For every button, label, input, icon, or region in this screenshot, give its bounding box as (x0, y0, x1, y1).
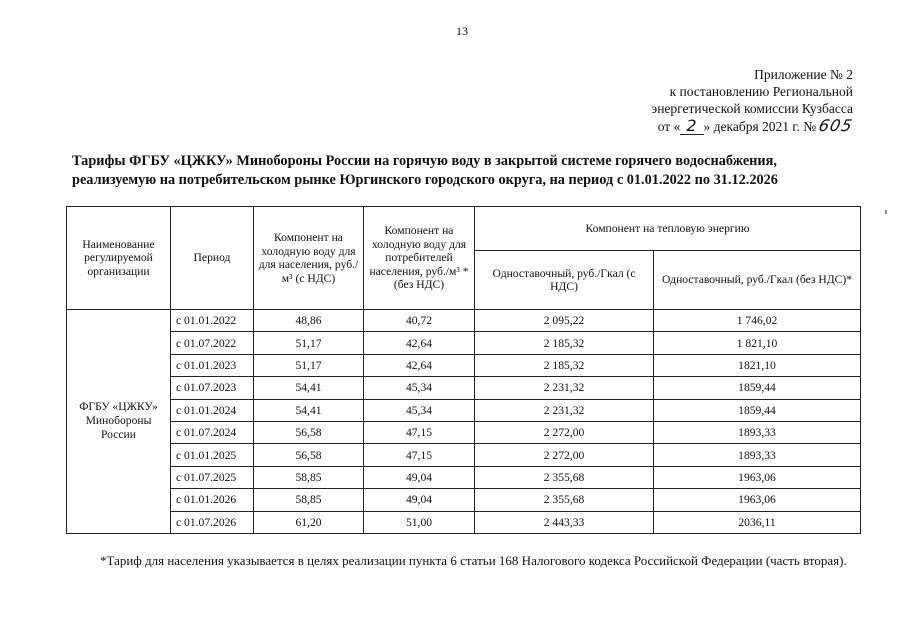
cold-novat-cell: 45,34 (364, 399, 475, 421)
heat-novat-cell: 1859,44 (654, 399, 861, 421)
header-organization: Наименование регулируемой организации (67, 207, 171, 310)
cold-vat-cell: 48,86 (254, 310, 364, 332)
cold-novat-cell: 45,34 (364, 377, 475, 399)
header-thermal-group: Компонент на тепловую энергию (475, 207, 861, 251)
handwritten-day: 2 (680, 117, 703, 135)
heat-vat-cell: 2 355,68 (475, 489, 654, 511)
header-cold-water-vat: Компонент на холодную воду для для населения, руб./м³ (с НДС) (254, 207, 364, 310)
cold-vat-cell: 56,58 (254, 421, 364, 443)
table-row (67, 399, 861, 421)
cold-vat-cell: 58,85 (254, 489, 364, 511)
period-cell: с 01.07.2025 (171, 466, 254, 488)
organization-cell: ФГБУ «ЦЖКУ» Минобороны России (67, 310, 171, 534)
table-row (67, 310, 861, 332)
period-cell: с 01.01.2025 (171, 444, 254, 466)
heat-novat-cell: 1893,33 (654, 444, 861, 466)
cold-vat-cell: 58,85 (254, 466, 364, 488)
period-cell: с 01.01.2023 (171, 354, 254, 376)
heat-novat-cell: 2036,11 (654, 511, 861, 533)
page-number: 13 (456, 24, 468, 38)
period-cell: с 01.07.2026 (171, 511, 254, 533)
annex-header (651, 66, 856, 135)
scan-mark (885, 210, 887, 214)
heat-vat-cell: 2 272,00 (475, 444, 654, 466)
cold-novat-cell: 40,72 (364, 310, 475, 332)
table-row (67, 377, 861, 399)
period-cell: с 01.01.2022 (171, 310, 254, 332)
cold-vat-cell: 54,41 (254, 399, 364, 421)
date-prefix: от « (657, 119, 681, 134)
period-cell: с 01.07.2022 (171, 332, 254, 354)
annex-commission: энергетической комиссии Кузбасса (651, 101, 853, 116)
cold-vat-cell: 56,58 (254, 444, 364, 466)
header-thermal-novat: Одноставочный, руб./Гкал (без НДС)* (654, 251, 861, 310)
heat-vat-cell: 2 443,33 (475, 511, 654, 533)
annex-reference: к постановлению Региональной (669, 84, 853, 99)
document-title: Тарифы ФГБУ «ЦЖКУ» Минобороны России на горячую воду в закрытой системе горячего водоснабжения, реализуемую на потребительском рынке Юргинского городского округа, на период с 01.01.2022 по 31.12.2026 (72, 153, 778, 188)
header-cold-water-novat: Компонент на холодную воду для потребителей населения, руб./м³ * (без НДС) (364, 207, 475, 310)
table-row (67, 332, 861, 354)
footnote: *Тариф для населения указывается в целях реализации пункта 6 статьи 168 Налогового кодекса Российской Федерации (часть вторая). (100, 553, 847, 568)
handwritten-doc-number: 605 (817, 116, 856, 135)
header-thermal-vat: Одноставочный, руб./Гкал (с НДС) (475, 251, 654, 310)
cold-novat-cell: 42,64 (364, 332, 475, 354)
heat-novat-cell: 1 746,02 (654, 310, 861, 332)
heat-novat-cell: 1821,10 (654, 354, 861, 376)
heat-novat-cell: 1 821,10 (654, 332, 861, 354)
table-row (67, 489, 861, 511)
heat-vat-cell: 2 185,32 (475, 332, 654, 354)
heat-novat-cell: 1859,44 (654, 377, 861, 399)
cold-vat-cell: 51,17 (254, 354, 364, 376)
table-row (67, 421, 861, 443)
cold-vat-cell: 54,41 (254, 377, 364, 399)
heat-vat-cell: 2 185,32 (475, 354, 654, 376)
cold-novat-cell: 42,64 (364, 354, 475, 376)
cold-novat-cell: 49,04 (364, 489, 475, 511)
cold-vat-cell: 51,17 (254, 332, 364, 354)
annex-title: Приложение № 2 (754, 67, 853, 82)
heat-novat-cell: 1893,33 (654, 421, 861, 443)
heat-vat-cell: 2 231,32 (475, 377, 654, 399)
header-period: Период (171, 207, 254, 310)
annex-date-line (651, 116, 856, 135)
date-suffix: » декабря 2021 г. № (703, 119, 817, 134)
period-cell: с 01.01.2026 (171, 489, 254, 511)
table-row (67, 466, 861, 488)
table-row (67, 354, 861, 376)
heat-novat-cell: 1963,06 (654, 489, 861, 511)
cold-novat-cell: 49,04 (364, 466, 475, 488)
period-cell: с 01.07.2023 (171, 377, 254, 399)
table-row (67, 444, 861, 466)
heat-vat-cell: 2 355,68 (475, 466, 654, 488)
cold-novat-cell: 47,15 (364, 444, 475, 466)
cold-novat-cell: 47,15 (364, 421, 475, 443)
heat-vat-cell: 2 272,00 (475, 421, 654, 443)
period-cell: с 01.01.2024 (171, 399, 254, 421)
heat-vat-cell: 2 095,22 (475, 310, 654, 332)
heat-novat-cell: 1963,06 (654, 466, 861, 488)
heat-vat-cell: 2 231,32 (475, 399, 654, 421)
tariff-table (66, 206, 861, 534)
cold-vat-cell: 61,20 (254, 511, 364, 533)
table-row (67, 511, 861, 533)
cold-novat-cell: 51,00 (364, 511, 475, 533)
period-cell: с 01.07.2024 (171, 421, 254, 443)
